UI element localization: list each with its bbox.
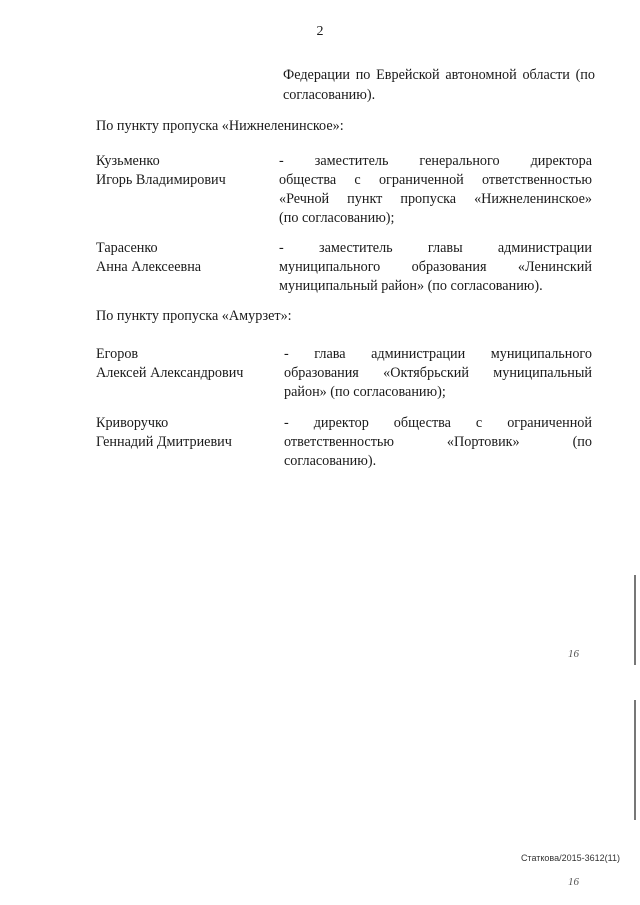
role-line: - директор общества с ограниченной [284, 415, 592, 431]
member-surname: Кузьменко [96, 153, 160, 169]
member-role [284, 414, 592, 471]
member-name [96, 345, 276, 383]
member-given-name: Анна Алексеевна [96, 259, 202, 275]
member-given-name: Алексей Александрович [96, 365, 244, 381]
member-surname: Криворучко [96, 415, 169, 431]
member-name [96, 414, 276, 452]
handwritten-mark: 16 [568, 648, 579, 660]
role-line: - заместитель главы администрации [279, 240, 592, 256]
role-line: «Речной пункт пропуска «Нижнеленинское» [279, 191, 592, 207]
document-code: Статкова/2015-3612(11) [520, 853, 620, 863]
role-line: муниципальный район» (по согласованию). [279, 278, 543, 294]
role-line: ответственностью «Портовик» (по [284, 434, 592, 450]
role-line: - глава администрации муниципального [284, 346, 592, 362]
scan-edge-mark [634, 700, 636, 820]
member-given-name: Геннадий Дмитриевич [96, 434, 232, 450]
member-name [96, 152, 276, 190]
role-line: - заместитель генерального директора [279, 153, 592, 169]
member-role [279, 239, 592, 296]
member-surname: Тарасенко [96, 240, 158, 256]
section-heading-nizhneleninskoe: По пункту пропуска «Нижнеленинское»: [96, 118, 344, 134]
role-line: образования «Октябрьский муниципальный [284, 365, 592, 381]
role-line: общества с ограниченной ответственностью [279, 172, 592, 188]
member-surname: Егоров [96, 346, 139, 362]
continuation-text: Федерации по Еврейской автономной области (по согласованию). [283, 67, 595, 103]
member-role [279, 152, 592, 228]
section-heading-amurzet: По пункту пропуска «Амурзет»: [96, 308, 292, 324]
role-line: (по согласованию); [279, 210, 395, 226]
scan-edge-mark [634, 575, 636, 665]
member-given-name: Игорь Владимирович [96, 172, 226, 188]
member-name [96, 239, 276, 277]
handwritten-mark: 16 [568, 876, 579, 888]
member-role [284, 345, 592, 402]
page-number: 2 [316, 24, 324, 39]
role-line: район» (по согласованию); [284, 384, 446, 400]
role-line: муниципального образования «Ленинский [279, 259, 592, 275]
role-line: согласованию). [284, 453, 377, 469]
